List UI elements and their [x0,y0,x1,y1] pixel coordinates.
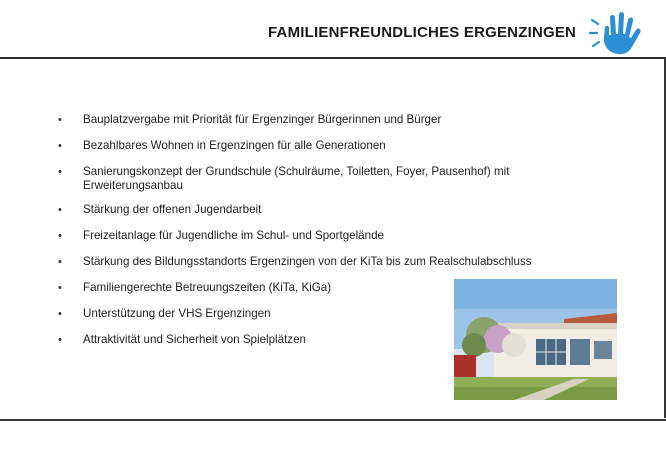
school-building-photo [454,279,617,400]
list-item-text: Unterstützung der VHS Ergenzingen [83,307,271,320]
bullet-glyph: • [58,114,62,126]
list-item-text: Bezahlbares Wohnen in Ergenzingen für alle Generationen [83,139,386,152]
header-divider [0,57,666,59]
slide-title: FAMILIENFREUNDLICHES ERGENZINGEN [268,24,577,41]
list-item-text: Stärkung der offenen Jugendarbeit [83,203,262,216]
list-item-text: Sanierungskonzept der Grundschule (Schulräume, Toiletten, Foyer, Pausenhof) mit Erweiterungsanbau [83,165,510,192]
bullet-glyph: • [58,140,62,152]
bullet-glyph: • [58,230,62,242]
list-item [58,203,598,217]
bullet-glyph: • [58,256,62,268]
bullet-glyph: • [58,166,62,178]
hand-icon [588,6,644,62]
bullet-glyph: • [58,204,62,216]
list-item [58,139,598,153]
list-item [58,113,598,127]
bullet-glyph: • [58,308,62,320]
list-item-text: Bauplatzvergabe mit Priorität für Ergenzinger Bürgerinnen und Bürger [83,113,442,126]
list-item-text: Stärkung des Bildungsstandorts Ergenzingen von der KiTa bis zum Realschulabschluss [83,255,532,268]
list-item [58,165,598,193]
slide-footer-area [0,421,666,455]
slide-header [0,0,666,58]
bullet-glyph: • [58,282,62,294]
list-item-text: Attraktivität und Sicherheit von Spielplätzen [83,333,306,346]
list-item [58,255,598,269]
list-item [58,229,598,243]
list-item-text: Familiengerechte Betreuungszeiten (KiTa, KiGa) [83,281,332,294]
bullet-glyph: • [58,334,62,346]
list-item-text: Freizeitanlage für Jugendliche im Schul- und Sportgelände [83,229,384,242]
